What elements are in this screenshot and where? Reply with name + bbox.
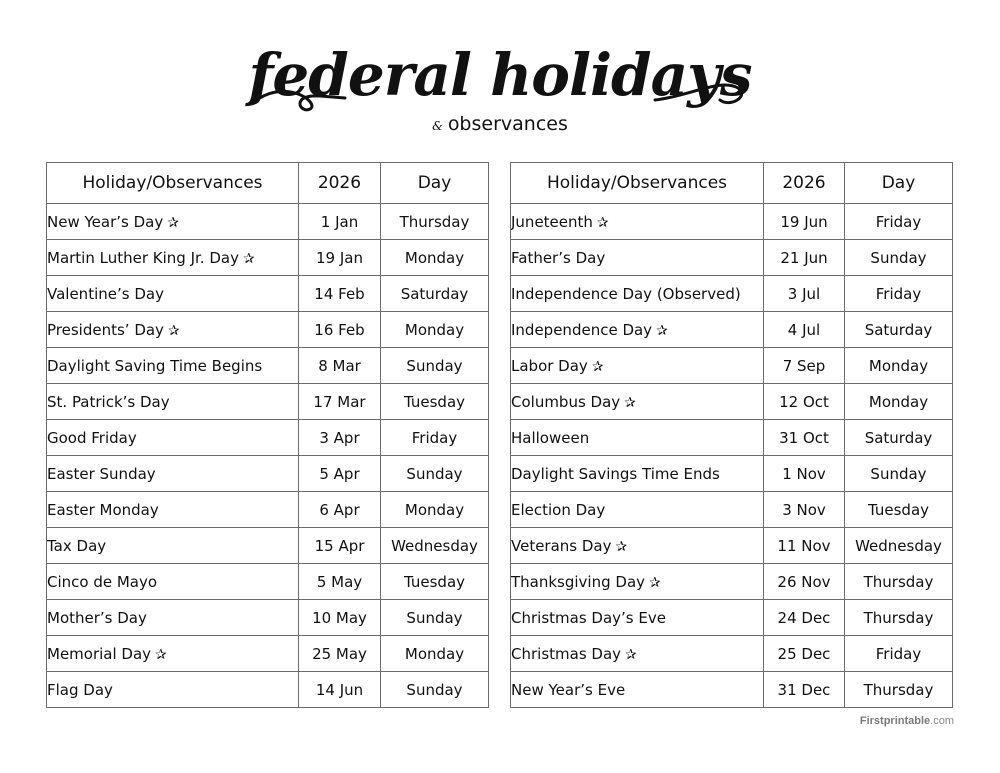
holiday-name-cell [47,276,299,312]
holiday-name-cell [511,456,764,492]
holiday-weekday: Sunday [381,348,489,384]
table-row [47,492,489,528]
table-row [47,564,489,600]
holiday-name-cell [47,384,299,420]
holiday-date: 4 Jul [764,312,845,348]
table-row [511,204,953,240]
header-holiday: Holiday/Observances [47,163,299,204]
holiday-name: Christmas Day [511,644,622,663]
holiday-date: 19 Jan [299,240,381,276]
holiday-weekday: Tuesday [381,384,489,420]
header-day: Day [381,163,489,204]
holiday-weekday: Friday [845,276,953,312]
table-row [47,456,489,492]
federal-star-icon: ✰ [591,358,604,375]
holiday-date: 11 Nov [764,528,845,564]
table-row [47,672,489,708]
holiday-name: Thanksgiving Day [511,572,646,591]
federal-star-icon: ✰ [155,646,167,663]
holiday-name: Easter Sunday [47,464,156,483]
holiday-name: Martin Luther King Jr. Day [47,248,239,267]
federal-star-icon: ✰ [167,214,179,231]
holiday-weekday: Monday [381,312,489,348]
table-body-left [47,204,489,708]
holiday-name: New Year’s Eve [511,680,626,699]
holiday-date: 7 Sep [764,348,845,384]
holiday-date: 21 Jun [764,240,845,276]
holiday-name: Memorial Day [47,644,152,663]
table-row [511,564,953,600]
holiday-weekday: Saturday [845,312,953,348]
holiday-name: Cinco de Mayo [47,572,158,591]
holiday-weekday: Sunday [845,456,953,492]
table-header-row [47,163,489,204]
holiday-date: 14 Jun [299,672,381,708]
holiday-name-cell [47,636,299,672]
holiday-weekday: Friday [381,420,489,456]
holiday-weekday: Thursday [381,204,489,240]
footer-brand-name: Firstprintable [859,715,931,727]
holiday-weekday: Monday [845,384,953,420]
holiday-name: Juneteenth [511,212,593,231]
holiday-name-cell [511,384,764,420]
table-row [511,420,953,456]
federal-star-icon: ✰ [624,394,636,411]
table-row [511,312,953,348]
holiday-name-cell [511,492,764,528]
holiday-name-cell [47,600,299,636]
holiday-name: Veterans Day [511,536,612,555]
federal-star-icon: ✰ [625,646,637,663]
table-row [511,492,953,528]
holiday-weekday: Sunday [381,600,489,636]
holiday-name-cell [47,348,299,384]
holiday-name: Daylight Savings Time Ends [511,464,720,483]
holiday-date: 31 Oct [764,420,845,456]
federal-star-icon: ✰ [656,322,668,339]
table-header-row [511,163,953,204]
holiday-name: Halloween [511,428,590,447]
holiday-name-cell [511,312,764,348]
holiday-date: 12 Oct [764,384,845,420]
holiday-date: 17 Mar [299,384,381,420]
table-row [47,348,489,384]
holiday-weekday: Wednesday [381,528,489,564]
holiday-date: 3 Nov [764,492,845,528]
holiday-name: New Year’s Day [47,212,164,231]
holiday-name-cell [511,204,764,240]
table-row [47,276,489,312]
holiday-weekday: Sunday [381,456,489,492]
holiday-date: 1 Nov [764,456,845,492]
table-body-right [511,204,953,708]
holiday-name: Christmas Day’s Eve [511,608,666,627]
holiday-name: Daylight Saving Time Begins [47,356,263,375]
holiday-date: 19 Jun [764,204,845,240]
federal-star-icon: ✰ [649,574,661,591]
holiday-name-cell [511,348,764,384]
holiday-name: Valentine’s Day [47,284,164,303]
table-row [511,636,953,672]
header-day: Day [845,163,953,204]
holiday-date: 24 Dec [764,600,845,636]
header-year: 2026 [764,163,845,204]
holiday-date: 14 Feb [299,276,381,312]
footer-brand-tld: .com [930,715,954,727]
holiday-name-cell [47,456,299,492]
table-row [511,456,953,492]
table-row [511,348,953,384]
holiday-weekday: Monday [381,492,489,528]
holiday-name-cell [47,564,299,600]
holiday-weekday: Wednesday [845,528,953,564]
holiday-weekday: Friday [845,204,953,240]
holiday-date: 10 May [299,600,381,636]
holiday-name: Easter Monday [47,500,159,519]
holiday-weekday: Thursday [845,564,953,600]
holiday-date: 5 May [299,564,381,600]
holiday-name: Columbus Day [511,392,621,411]
holiday-name-cell [511,672,764,708]
holiday-name-cell [511,636,764,672]
federal-star-icon: ✰ [596,214,609,231]
holiday-name: Presidents’ Day [47,320,164,339]
holiday-weekday: Saturday [381,276,489,312]
table-row [511,240,953,276]
holiday-name-cell [47,312,299,348]
holiday-weekday: Saturday [845,420,953,456]
holiday-name: St. Patrick’s Day [47,392,170,411]
holiday-name-cell [511,240,764,276]
federal-star-icon: ✰ [242,250,255,267]
holiday-weekday: Monday [381,636,489,672]
table-row [47,636,489,672]
holiday-name: Tax Day [47,536,107,555]
holiday-weekday: Thursday [845,672,953,708]
header-year: 2026 [299,163,381,204]
holiday-date: 6 Apr [299,492,381,528]
holiday-weekday: Monday [381,240,489,276]
holiday-name: Independence Day (Observed) [511,284,741,303]
holiday-date: 3 Apr [299,420,381,456]
table-row [511,600,953,636]
holiday-name: Good Friday [47,428,137,447]
table-row [47,240,489,276]
table-row [47,312,489,348]
holiday-name: Father’s Day [511,248,606,267]
holidays-table-left [46,162,489,708]
table-row [47,528,489,564]
holidays-table-right [510,162,953,708]
table-row [511,672,953,708]
holiday-date: 26 Nov [764,564,845,600]
holiday-date: 5 Apr [299,456,381,492]
holiday-weekday: Thursday [845,600,953,636]
holiday-date: 25 May [299,636,381,672]
holiday-name-cell [511,276,764,312]
table-row [511,276,953,312]
header-holiday: Holiday/Observances [511,163,764,204]
holiday-name-cell [47,204,299,240]
holiday-name-cell [511,420,764,456]
holiday-weekday: Tuesday [845,492,953,528]
footer-brand [860,715,954,727]
holiday-name: Election Day [511,500,606,519]
table-row [511,528,953,564]
page-title-block [0,22,1000,142]
subtitle-ampersand: & [432,119,443,133]
holiday-name-cell [47,528,299,564]
holiday-date: 3 Jul [764,276,845,312]
holiday-date: 16 Feb [299,312,381,348]
table-row [47,420,489,456]
holiday-name-cell [511,528,764,564]
subtitle-text: observances [447,113,568,135]
table-row [511,384,953,420]
holiday-weekday: Sunday [381,672,489,708]
holiday-name: Flag Day [47,680,113,699]
holiday-date: 8 Mar [299,348,381,384]
holiday-date: 1 Jan [299,204,381,240]
page-title: federal holidays [248,41,752,109]
holiday-weekday: Tuesday [381,564,489,600]
table-row [47,204,489,240]
holiday-name: Independence Day [511,320,653,339]
federal-star-icon: ✰ [167,322,180,339]
holiday-name: Mother’s Day [47,608,147,627]
holiday-date: 25 Dec [764,636,845,672]
holiday-name-cell [47,420,299,456]
holiday-name-cell [47,492,299,528]
holiday-date: 15 Apr [299,528,381,564]
holiday-weekday: Sunday [845,240,953,276]
holiday-name-cell [47,240,299,276]
federal-star-icon: ✰ [615,538,628,555]
holiday-date: 31 Dec [764,672,845,708]
table-row [47,600,489,636]
holiday-name-cell [47,672,299,708]
holiday-name: Labor Day [511,356,588,375]
table-row [47,384,489,420]
holiday-weekday: Monday [845,348,953,384]
holiday-weekday: Friday [845,636,953,672]
holiday-name-cell [511,600,764,636]
holiday-name-cell [511,564,764,600]
page-subtitle [0,112,1000,138]
